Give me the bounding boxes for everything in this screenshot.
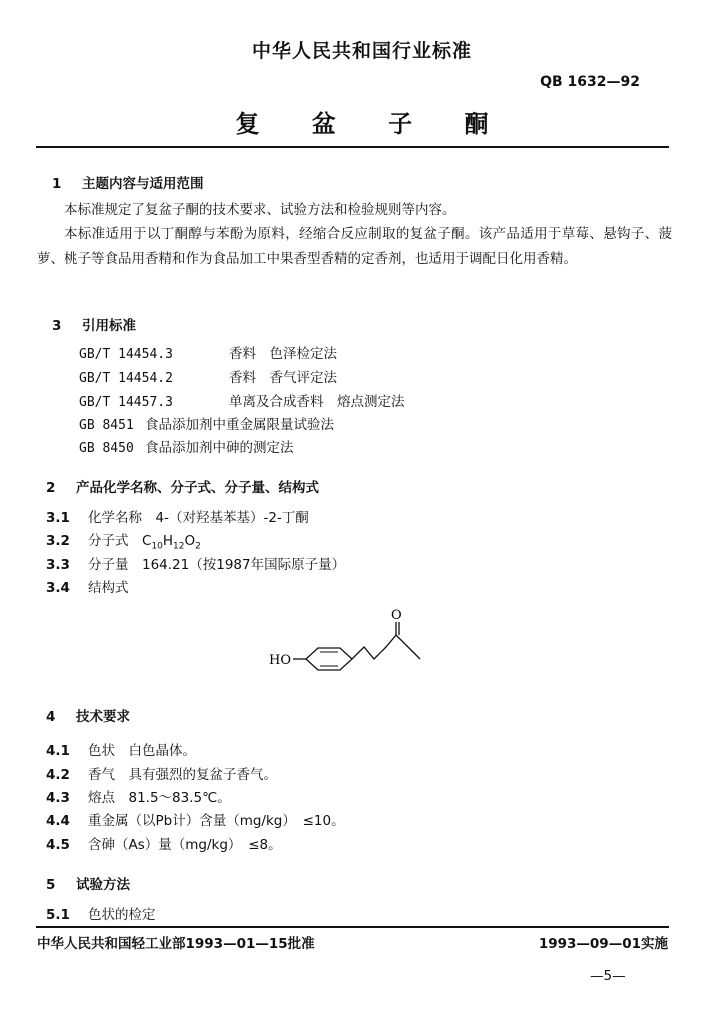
item-label: 色状的检定 xyxy=(88,907,156,923)
item-value: 4-（对羟基苯基）-2-丁酮 xyxy=(155,510,309,526)
section-title: 产品化学名称、分子式、分子量、结构式 xyxy=(76,480,319,496)
page-number: —5— xyxy=(590,968,626,984)
section-number: 3 xyxy=(52,318,62,334)
reference-title: 香料 色泽检定法 xyxy=(229,346,337,362)
chem-item-formula xyxy=(46,529,201,552)
tech-item xyxy=(46,833,282,853)
item-value: 164.21（按1987年国际原子量） xyxy=(142,557,346,573)
molecular-formula: $C_{10}H_{12}O_2$ xyxy=(142,533,201,552)
section-tech-heading xyxy=(46,705,130,725)
section-1-paragraph-2: 本标准适用于以丁酮醇与苯酚为原料，经缩合反应制取的复盆子酮。该产品适用于草莓、悬钩子、菠萝、桃子等食品用香精和作为食品加工中果香型香精的定香剂，也适用于调配日化用香精。 xyxy=(37,226,672,267)
butanone-chain xyxy=(352,635,420,659)
oxygen-label: O xyxy=(391,608,402,623)
item-label: 香气 xyxy=(88,767,115,783)
reference-title: 食品添加剂中砷的测定法 xyxy=(145,440,294,456)
title-divider xyxy=(36,146,669,148)
item-number: 3.2 xyxy=(46,533,70,549)
item-value: 白色晶体。 xyxy=(128,743,196,759)
reference-item xyxy=(79,413,334,433)
section-title: 技术要求 xyxy=(76,709,130,725)
item-number: 3.1 xyxy=(46,510,70,526)
item-label: 化学名称 xyxy=(88,510,142,526)
reference-title: 单离及合成香料 熔点测定法 xyxy=(229,394,405,410)
item-number: 3.3 xyxy=(46,557,70,573)
chem-item-name xyxy=(46,506,309,526)
chem-item-structure xyxy=(46,576,129,596)
section-refs-heading xyxy=(52,314,136,334)
item-value: 具有强烈的复盆子香气。 xyxy=(128,767,277,783)
section-number: 1 xyxy=(52,176,62,192)
reference-item xyxy=(79,436,294,456)
reference-title: 香料 香气评定法 xyxy=(229,370,337,386)
tech-item xyxy=(46,786,231,806)
reference-code: GB 8451 xyxy=(79,418,134,433)
reference-code: GB/T 14457.3 xyxy=(79,395,173,410)
hydroxyl-label: HO xyxy=(269,653,291,668)
item-label: 分子式 xyxy=(88,533,129,549)
section-1-paragraph-1: 本标准规定了复盆子酮的技术要求、试验方法和检验规则等内容。 xyxy=(64,202,456,218)
section-number: 5 xyxy=(46,877,56,893)
section-1-heading xyxy=(52,172,204,192)
structural-formula xyxy=(262,606,432,686)
section-test-heading xyxy=(46,873,130,893)
item-label: 熔点 xyxy=(88,790,115,806)
section-number: 2 xyxy=(46,480,56,496)
standard-organization: 中华人民共和国行业标准 xyxy=(251,40,472,62)
item-label: 分子量 xyxy=(88,557,129,573)
section-title: 主题内容与适用范围 xyxy=(82,176,204,192)
reference-title: 食品添加剂中重金属限量试验法 xyxy=(145,417,334,433)
tech-item xyxy=(46,809,345,829)
reference-code: GB 8450 xyxy=(79,441,134,456)
reference-item xyxy=(79,390,405,410)
effective-date: 1993—09—01实施 xyxy=(538,936,668,952)
item-value: ≤8。 xyxy=(248,837,282,853)
standard-code: QB 1632—92 xyxy=(540,74,640,90)
section-title: 试验方法 xyxy=(76,877,130,893)
item-number: 4.1 xyxy=(46,743,70,759)
section-title: 引用标准 xyxy=(82,318,136,334)
chem-item-weight xyxy=(46,553,345,573)
item-label: 含砷（As）量（mg/kg） xyxy=(88,837,235,853)
footer-divider xyxy=(36,926,669,928)
tech-item xyxy=(46,763,277,783)
item-label: 色状 xyxy=(88,743,115,759)
approval-date: 中华人民共和国轻工业部1993—01—15批准 xyxy=(37,936,315,952)
item-label: 结构式 xyxy=(88,580,129,596)
section-chem-heading xyxy=(46,476,319,496)
item-number: 4.2 xyxy=(46,767,70,783)
benzene-ring xyxy=(306,648,352,670)
item-number: 5.1 xyxy=(46,907,70,923)
reference-code: GB/T 14454.2 xyxy=(79,371,173,386)
document-title: 复 盆 子 酮 xyxy=(235,110,511,138)
reference-code: GB/T 14454.3 xyxy=(79,347,173,362)
reference-item xyxy=(79,366,337,386)
reference-item xyxy=(79,342,337,362)
item-label: 重金属（以Pb计）含量（mg/kg） xyxy=(88,813,290,829)
test-item xyxy=(46,903,156,923)
item-number: 4.3 xyxy=(46,790,70,806)
item-number: 4.4 xyxy=(46,813,70,829)
item-value: 81.5～83.5℃。 xyxy=(128,790,231,806)
item-value: ≤10。 xyxy=(302,813,345,829)
tech-item xyxy=(46,739,196,759)
item-number: 4.5 xyxy=(46,837,70,853)
section-number: 4 xyxy=(46,709,56,725)
item-number: 3.4 xyxy=(46,580,70,596)
